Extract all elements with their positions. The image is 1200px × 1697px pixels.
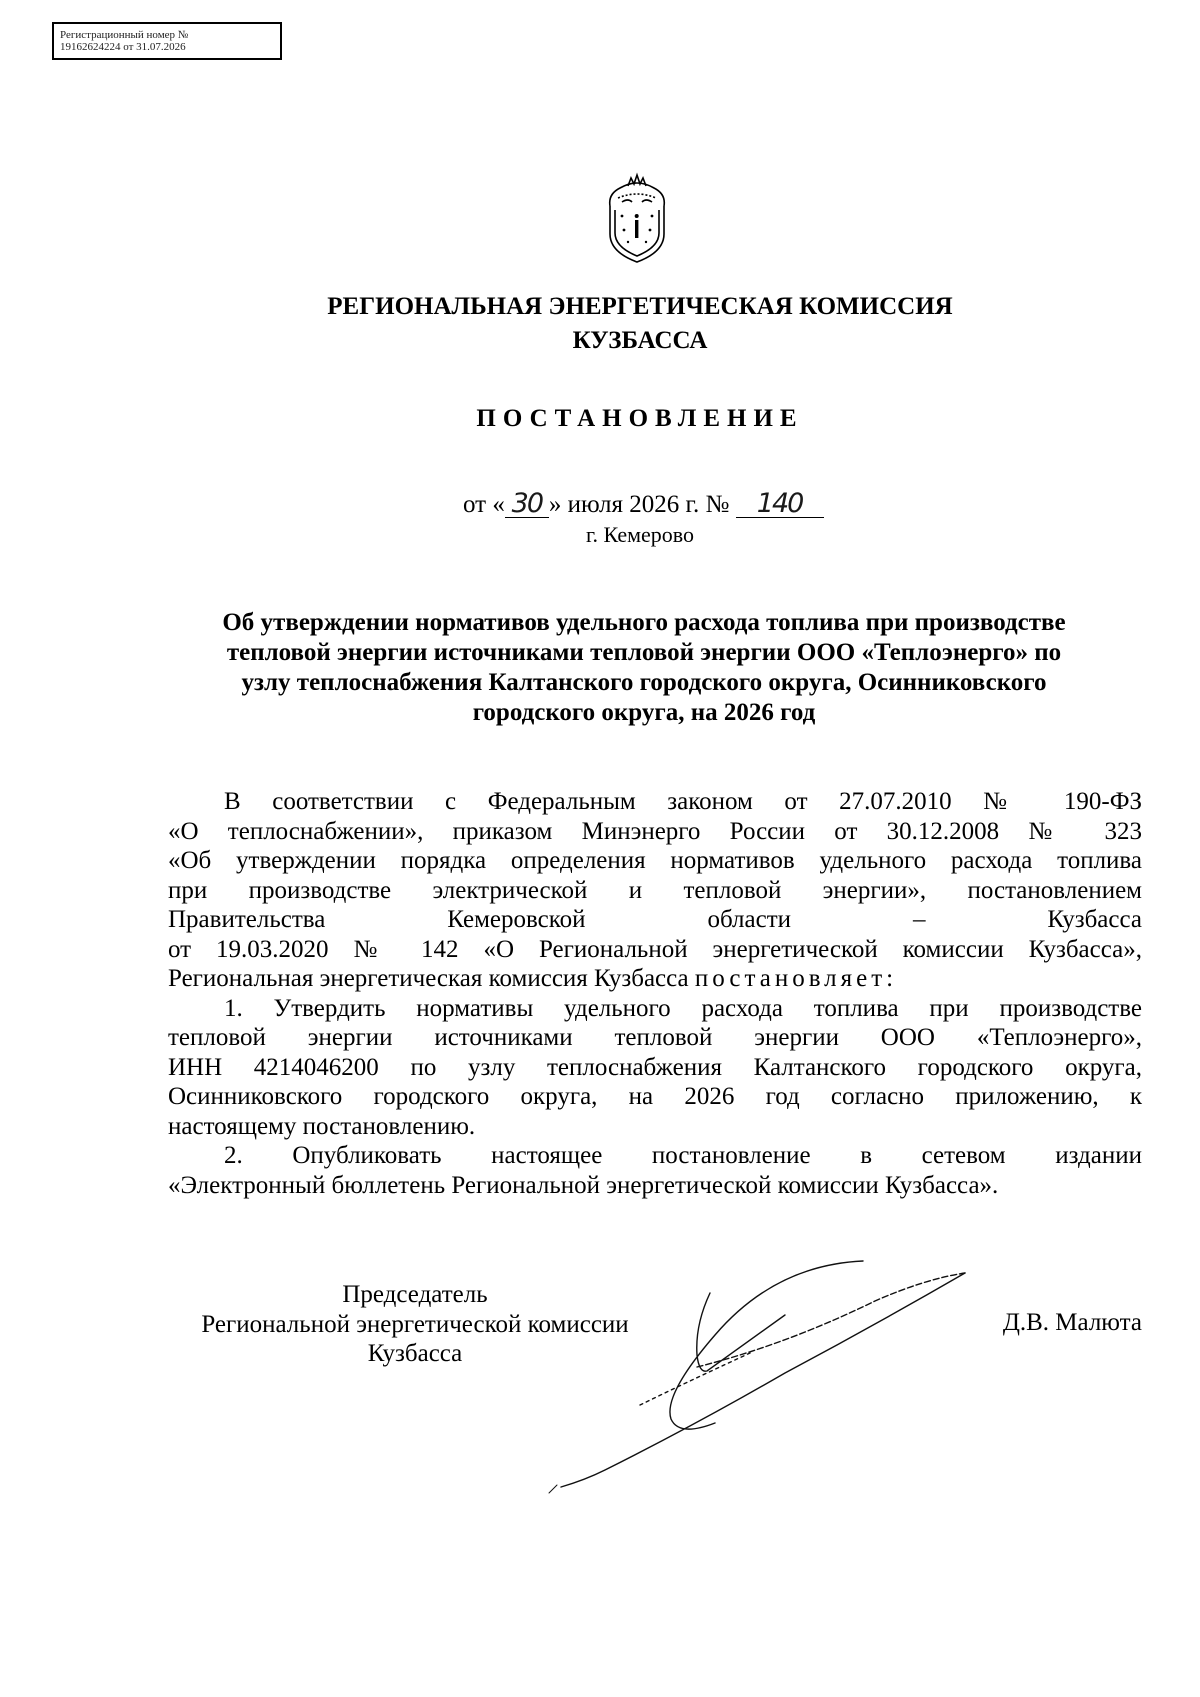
subject-line2: тепловой энергии источниками тепловой энергии ООО «Теплоэнерго» по — [226, 639, 1062, 666]
document-body — [168, 787, 1142, 1200]
subject-line4: городского округа, на 2026 год — [472, 699, 816, 726]
clause1-line3: ИНН 4214046200 по узлу теплоснабжения Калтанского городского округа, — [168, 1053, 1142, 1081]
clause2-line2: «Электронный бюллетень Региональной энергетической комиссии Кузбасса». — [168, 1171, 999, 1199]
registration-stamp-line2: 19162624224 от 31.07.2026 — [60, 41, 186, 53]
organization-line1: РЕГИОНАЛЬНАЯ ЭНЕРГЕТИЧЕСКАЯ КОМИССИЯ — [327, 293, 953, 320]
registration-stamp — [52, 22, 282, 60]
date-line — [463, 488, 824, 519]
preamble-line4: при производстве электрической и тепловой энергии», постановлением — [168, 876, 1142, 904]
clause1-line1: 1. Утвердить нормативы удельного расхода топлива при производстве — [224, 994, 1142, 1022]
preamble-line5: Правительства Кемеровской области – Кузбасса — [168, 906, 1142, 933]
handwritten-signature — [545, 1255, 1005, 1495]
city-line: г. Кемерово — [585, 522, 695, 547]
document-type: ПОСТАНОВЛЕНИЕ — [476, 405, 804, 432]
date-middle: » июля 2026 г. № — [548, 491, 730, 518]
preamble-line3: «Об утверждении порядка определения нормативов удельного расхода топлива — [168, 847, 1142, 874]
preamble-line2: «О теплоснабжении», приказом Минэнерго России от 30.12.2008 № 323 — [168, 817, 1142, 845]
handwritten-number: 140 — [736, 491, 824, 518]
registration-stamp-line1: Регистрационный номер № — [60, 29, 189, 41]
subject-line3: узлу теплоснабжения Калтанского городского округа, Осинниковского — [241, 669, 1047, 696]
resolves-word: постановляет: — [694, 965, 898, 992]
preamble-line1: В соответствии с Федеральным законом от 27.07.2010 № 190-ФЗ — [224, 788, 1142, 815]
handwritten-day: 30 — [505, 491, 549, 518]
coat-of-arms-icon — [598, 172, 676, 266]
date-prefix: от « — [463, 491, 505, 518]
clause1-line4: Осинниковского городского округа, на 2026 год согласно приложению, к — [168, 1083, 1142, 1110]
subject-line1: Об утверждении нормативов удельного расхода топлива при производстве — [222, 609, 1066, 636]
clause2-line1: 2. Опубликовать настоящее постановление в сетевом издании — [224, 1142, 1142, 1169]
signatory-title-line3: Кузбасса — [367, 1340, 463, 1367]
signatory-name: Д.В. Малюта — [1002, 1309, 1142, 1336]
document-subject — [148, 608, 1140, 728]
preamble-line7 — [168, 964, 1142, 994]
preamble-line6: от 19.03.2020 № 142 «О Региональной энергетической комиссии Кузбасса», — [168, 935, 1142, 963]
organization-line2: КУЗБАССА — [572, 327, 708, 354]
preamble-line7-start: Региональная энергетическая комиссия Кузбасса — [168, 965, 695, 992]
signatory-title-line1: Председатель — [342, 1281, 488, 1308]
organization-heading — [0, 290, 1200, 358]
clause1-line5: настоящему постановлению. — [168, 1112, 476, 1140]
clause1-line2: тепловой энергии источниками тепловой энергии ООО «Теплоэнерго», — [168, 1024, 1142, 1051]
signatory-title-line2: Региональной энергетической комиссии — [201, 1310, 629, 1338]
